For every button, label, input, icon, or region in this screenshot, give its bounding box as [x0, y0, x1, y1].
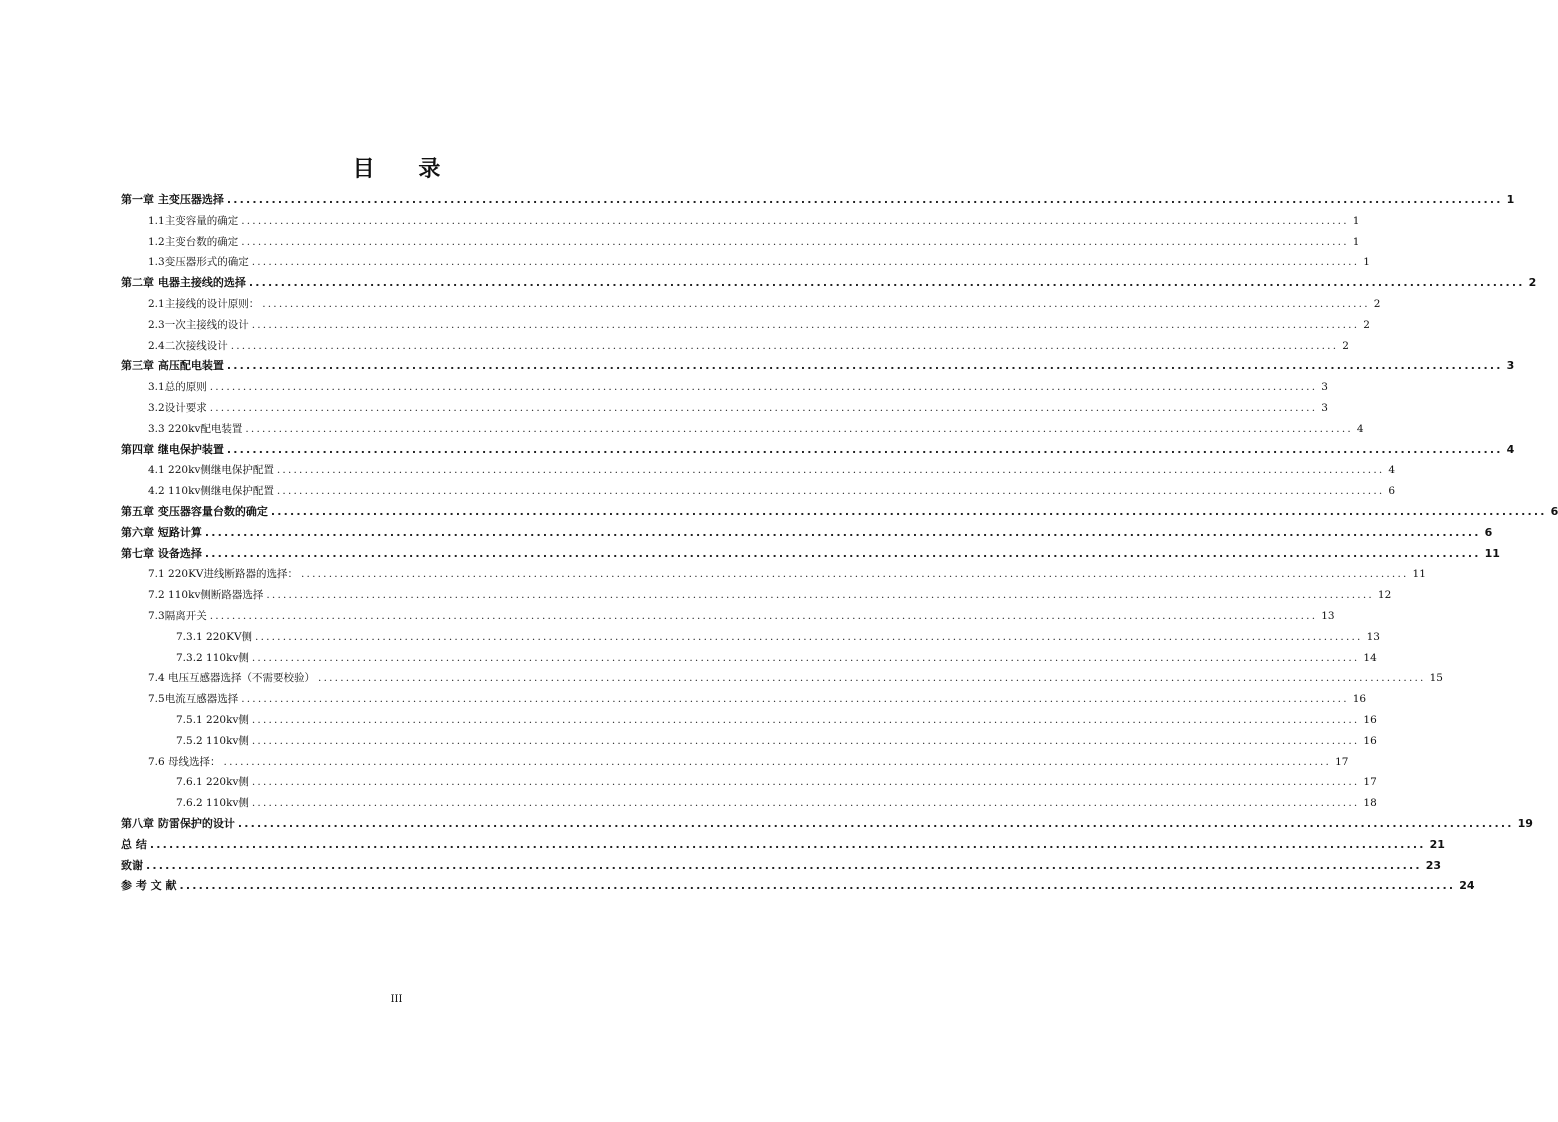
toc-entry-page: 16 — [1363, 713, 1377, 726]
toc-entry-label: 7.4 电压互感器选择（不需要校验） — [148, 672, 316, 685]
toc-entry[interactable] — [121, 564, 1426, 585]
toc-entry-label: 2.1主接线的设计原则： — [148, 297, 260, 310]
toc-leader-dots: ........................................................................................................................................................................................................ — [226, 193, 1503, 206]
toc-entry[interactable] — [121, 356, 1515, 377]
toc-entry[interactable] — [121, 544, 1500, 565]
toc-entry-label: 4.2 110kv侧继电保护配置 — [148, 485, 274, 498]
toc-leader-dots: ........................................................................................................................................................................................................ — [146, 858, 1422, 872]
toc-entry-label: 4.1 220kv侧继电保护配置 — [148, 464, 274, 477]
toc-entry-page: 2 — [1363, 318, 1370, 331]
toc-entry[interactable] — [121, 273, 1537, 294]
toc-entry-page: 21 — [1429, 837, 1445, 851]
toc-leader-dots: ........................................................................................................................................................................................................ — [255, 630, 1363, 643]
toc-leader-dots: ........................................................................................................................................................................................................ — [241, 214, 1349, 227]
toc-entry-label: 3.2设计要求 — [148, 401, 207, 414]
toc-entry[interactable] — [121, 398, 1328, 419]
toc-entry-page: 12 — [1377, 589, 1392, 602]
toc-entry-page: 13 — [1366, 630, 1380, 643]
toc-entry-label: 7.6 母线选择： — [148, 755, 221, 768]
toc-entry-page: 1 — [1363, 256, 1370, 269]
toc-leader-dots: ........................................................................................................................................................................................................ — [276, 464, 1385, 477]
toc-leader-dots: ........................................................................................................................................................................................................ — [251, 797, 1360, 810]
toc-entry[interactable] — [121, 232, 1360, 253]
toc-leader-dots: ........................................................................................................................................................................................................ — [245, 422, 1353, 435]
toc-entry-page: 1 — [1506, 193, 1515, 206]
toc-leader-dots: ........................................................................................................................................................................................................ — [270, 504, 1547, 518]
toc-entry-label: 7.6.2 110kv侧 — [176, 797, 249, 810]
toc-leader-dots: ........................................................................................................................................................................................................ — [251, 713, 1360, 726]
toc-entry-label: 致谢 — [121, 858, 143, 872]
toc-entry-label: 3.1总的原则 — [148, 381, 207, 394]
toc-entry-label: 1.3变压器形式的确定 — [148, 256, 249, 269]
toc-leader-dots: ........................................................................................................................................................................................................ — [237, 816, 1514, 830]
toc-entry[interactable] — [121, 252, 1370, 273]
page-title: 目 录 — [352, 157, 459, 182]
toc-leader-dots: ........................................................................................................................................................................................................ — [230, 339, 1339, 352]
toc-entry-page: 2 — [1373, 297, 1381, 310]
toc-entry-label: 7.2 110kv侧断路器选择 — [148, 589, 264, 602]
toc-entry-page: 2 — [1342, 339, 1349, 352]
toc-entry[interactable] — [121, 689, 1367, 710]
toc-entry-page: 1 — [1352, 235, 1360, 248]
toc-entry-page: 4 — [1506, 442, 1515, 456]
toc-entry[interactable] — [121, 876, 1475, 897]
toc-entry-page: 16 — [1352, 693, 1367, 706]
toc-leader-dots: ........................................................................................................................................................................................................ — [318, 672, 1426, 685]
toc-entry[interactable] — [121, 627, 1380, 648]
toc-entry-label: 2.3一次主接线的设计 — [148, 318, 249, 331]
toc-entry[interactable] — [121, 419, 1364, 440]
toc-entry-page: 3 — [1321, 381, 1328, 394]
toc-entry-page: 23 — [1425, 858, 1442, 872]
toc-leader-dots: ........................................................................................................................................................................................................ — [179, 879, 1456, 893]
toc-entry[interactable] — [121, 440, 1515, 461]
table-of-contents — [121, 190, 1558, 897]
toc-entry-label: 7.3.1 220KV侧 — [176, 630, 253, 643]
toc-entry-label: 总 结 — [121, 837, 147, 851]
toc-entry-label: 7.1 220KV进线断路器的选择： — [148, 568, 299, 581]
toc-entry[interactable] — [121, 211, 1360, 232]
toc-entry-label: 第二章 电器主接线的选择 — [121, 276, 246, 290]
toc-entry-label: 2.4二次接线设计 — [148, 339, 228, 352]
toc-entry[interactable] — [121, 606, 1335, 627]
toc-entry-label: 7.3隔离开关 — [148, 609, 207, 622]
toc-entry-page: 3 — [1321, 401, 1328, 414]
toc-leader-dots: ........................................................................................................................................................................................................ — [209, 381, 1318, 394]
toc-entry[interactable] — [121, 668, 1443, 689]
toc-entry-label: 参 考 文 献 — [121, 879, 177, 893]
toc-entry[interactable] — [121, 460, 1396, 481]
toc-leader-dots: ........................................................................................................................................................................................................ — [251, 318, 1360, 331]
toc-leader-dots: ........................................................................................................................................................................................................ — [301, 568, 1409, 581]
toc-leader-dots: ........................................................................................................................................................................................................ — [241, 235, 1349, 248]
toc-entry-page: 16 — [1363, 734, 1377, 747]
toc-entry-label: 1.2主变台数的确定 — [148, 235, 239, 248]
toc-entry[interactable] — [121, 585, 1392, 606]
toc-entry-label: 7.3.2 110kv侧 — [176, 651, 249, 664]
toc-entry-page: 1 — [1352, 214, 1360, 227]
toc-entry-page: 6 — [1388, 485, 1396, 498]
toc-entry[interactable] — [121, 294, 1381, 315]
toc-entry-label: 3.3 220kv配电装置 — [148, 422, 243, 435]
toc-entry[interactable] — [121, 523, 1493, 544]
toc-entry[interactable] — [121, 710, 1377, 731]
toc-entry[interactable] — [121, 336, 1349, 357]
toc-entry-page: 17 — [1335, 755, 1349, 768]
toc-leader-dots: ........................................................................................................................................................................................................ — [251, 256, 1360, 269]
toc-entry-page: 11 — [1484, 546, 1500, 560]
toc-leader-dots: ........................................................................................................................................................................................................ — [149, 837, 1426, 851]
toc-entry[interactable] — [121, 377, 1328, 398]
toc-entry[interactable] — [121, 648, 1377, 669]
toc-leader-dots: ........................................................................................................................................................................................................ — [226, 359, 1503, 373]
toc-entry-page: 6 — [1484, 525, 1493, 539]
toc-leader-dots: ........................................................................................................................................................................................................ — [209, 401, 1318, 414]
toc-entry-page: 6 — [1550, 504, 1558, 518]
toc-entry-page: 4 — [1356, 422, 1364, 435]
toc-entry[interactable] — [121, 814, 1533, 835]
toc-leader-dots: ........................................................................................................................................................................................................ — [276, 485, 1385, 498]
toc-entry-label: 第三章 高压配电装置 — [121, 359, 224, 373]
toc-leader-dots: ........................................................................................................................................................................................................ — [266, 589, 1374, 602]
toc-leader-dots: ........................................................................................................................................................................................................ — [251, 651, 1360, 664]
toc-entry-page: 4 — [1388, 464, 1396, 477]
toc-entry-label: 第六章 短路计算 — [121, 525, 202, 539]
toc-entry[interactable] — [121, 731, 1377, 752]
toc-entry-page: 19 — [1517, 816, 1533, 830]
toc-entry[interactable] — [121, 772, 1377, 793]
page-number-footer: III — [390, 994, 403, 1005]
toc-leader-dots: ........................................................................................................................................................................................................ — [204, 546, 1481, 560]
toc-leader-dots: ........................................................................................................................................................................................................ — [223, 755, 1332, 768]
toc-entry[interactable] — [121, 315, 1370, 336]
toc-entry-page: 14 — [1363, 651, 1377, 664]
toc-entry-page: 18 — [1363, 797, 1377, 810]
toc-entry[interactable] — [121, 835, 1445, 856]
toc-entry-label: 第八章 防雷保护的设计 — [121, 816, 235, 830]
toc-leader-dots: ........................................................................................................................................................................................................ — [204, 525, 1481, 539]
toc-leader-dots: ........................................................................................................................................................................................................ — [251, 776, 1360, 789]
toc-entry-label: 7.5.2 110kv侧 — [176, 734, 249, 747]
toc-leader-dots: ........................................................................................................................................................................................................ — [251, 734, 1360, 747]
toc-leader-dots: ........................................................................................................................................................................................................ — [262, 297, 1370, 310]
toc-entry-page: 2 — [1528, 276, 1537, 290]
toc-entry-page: 15 — [1429, 672, 1443, 685]
toc-leader-dots: ........................................................................................................................................................................................................ — [248, 276, 1525, 290]
toc-entry-label: 第四章 继电保护装置 — [121, 442, 224, 456]
toc-entry-label: 第一章 主变压器选择 — [121, 193, 224, 206]
toc-entry[interactable] — [121, 481, 1396, 502]
toc-leader-dots: ........................................................................................................................................................................................................ — [209, 609, 1318, 622]
toc-entry[interactable] — [121, 502, 1558, 523]
toc-entry[interactable] — [121, 856, 1442, 877]
toc-entry-page: 11 — [1412, 568, 1426, 581]
toc-entry-label: 1.1主变容量的确定 — [148, 214, 239, 227]
toc-entry[interactable] — [121, 793, 1377, 814]
toc-entry-label: 7.5.1 220kv侧 — [176, 713, 249, 726]
toc-leader-dots: ........................................................................................................................................................................................................ — [241, 693, 1349, 706]
toc-entry[interactable] — [121, 190, 1515, 211]
toc-entry[interactable] — [121, 752, 1349, 773]
toc-entry-label: 7.6.1 220kv侧 — [176, 776, 249, 789]
toc-entry-page: 24 — [1459, 879, 1475, 893]
toc-entry-label: 7.5电流互感器选择 — [148, 693, 239, 706]
toc-entry-page: 3 — [1506, 359, 1515, 373]
toc-entry-page: 17 — [1363, 776, 1377, 789]
toc-entry-label: 第七章 设备选择 — [121, 546, 202, 560]
toc-entry-page: 13 — [1321, 609, 1335, 622]
toc-entry-label: 第五章 变压器容量台数的确定 — [121, 504, 268, 518]
toc-leader-dots: ........................................................................................................................................................................................................ — [226, 442, 1503, 456]
